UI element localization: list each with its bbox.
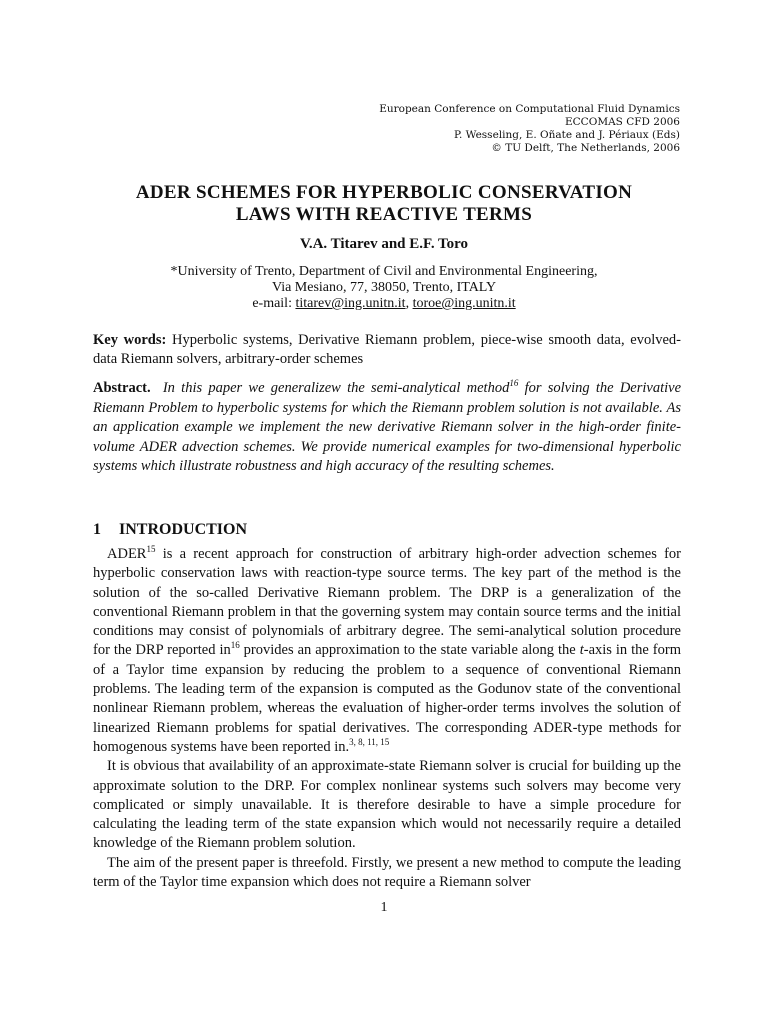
title-line-2: LAWS WITH REACTIVE TERMS [235, 204, 533, 225]
abstract-text-a: In this paper we generalizew the semi-analytical method [162, 380, 510, 396]
p1-text-d: -axis in the form of a Taylor time expansion by reducing the problem to a sequence of conventional Riemann problems. The leading term of the expansion is computed as the Godunov state of the conventional nonlinear Riemann problem, whereas the evaluation of higher-order terms involves the solution of linearized Riemann problems for spatial derivatives. The corresponding ADER-type methods for homogenous systems have been reported in. [93, 642, 681, 755]
paragraph-1 [93, 545, 681, 757]
abstract [93, 379, 681, 477]
conference-name: European Conference on Computational Fluid Dynamics [379, 103, 680, 115]
conference-short: ECCOMAS CFD 2006 [564, 116, 680, 128]
p1-citation-3[interactable]: 3, 8, 11, 15 [349, 737, 390, 748]
email-line [88, 296, 680, 312]
section-heading [93, 521, 247, 539]
paper-title [88, 182, 680, 226]
conference-header [300, 103, 680, 155]
p1-citation-2[interactable]: 16 [230, 640, 240, 651]
p1-t-variable: t [579, 642, 584, 659]
section-title: INTRODUCTION [119, 521, 248, 538]
email-link-titarev[interactable]: titarev@ing.unitn.it [295, 296, 406, 311]
abstract-label: Abstract. [93, 380, 151, 396]
p1-text-a: ADER [107, 546, 147, 562]
email-separator: , [405, 296, 413, 311]
abstract-text-b: for solving the Derivative Riemann Problem to hyperbolic systems for which the Riemann problem solution is not available. As an application example we implement the new derivative Riemann solver in the high-order finite-volume ADER advection schemes. We provide numerical examples for two-dimensional hyperbolic systems which illustrate robustness and high accuracy of the resulting schemes. [93, 380, 682, 474]
affiliation-line-1: *University of Trento, Department of Civil and Environmental Engineering, [170, 264, 598, 279]
paragraph-3: The aim of the present paper is threefold. Firstly, we present a new method to compute the leading term of the Taylor time expansion which does not require a Riemann solver [93, 854, 681, 891]
keywords-label: Key words: [93, 332, 167, 348]
section-number: 1 [93, 521, 101, 538]
keywords [93, 331, 681, 369]
affiliation [88, 264, 680, 312]
copyright: © TU Delft, The Netherlands, 2006 [491, 142, 680, 154]
affiliation-line-2: Via Mesiano, 77, 38050, Trento, ITALY [271, 280, 497, 295]
abstract-citation[interactable]: 16 [509, 378, 519, 389]
p1-text-b: is a recent approach for construction of arbitrary high-order advection schemes for hyperbolic conservation laws with reaction-type source terms. The key part of the method is the solution of the so-called Derivative Riemann problem. The DRP is a generalization of the conventional Riemann problem in that the governing system may contain source terms and the initial conditions may consist of polynomials of arbitrary degree. The semi-analytical solution procedure for the DRP reported in [93, 546, 681, 659]
title-line-1: ADER SCHEMES FOR HYPERBOLIC CONSERVATION [135, 182, 633, 203]
editors: P. Wesseling, E. Oñate and J. Périaux (Eds) [454, 129, 680, 141]
email-link-toro[interactable]: toroe@ing.unitn.it [412, 296, 516, 311]
body-text [93, 545, 681, 892]
email-prefix: e-mail: [252, 296, 296, 311]
keywords-text: Hyperbolic systems, Derivative Riemann problem, piece-wise smooth data, evolved-data Riemann solvers, arbitrary-order schemes [93, 332, 681, 367]
p1-citation-1[interactable]: 15 [146, 544, 156, 555]
authors: V.A. Titarev and E.F. Toro [299, 236, 469, 252]
page-number: 1 [380, 900, 388, 915]
paragraph-2: It is obvious that availability of an approximate-state Riemann solver is crucial for building up the approximate solution to the DRP. For complex nonlinear systems such solvers may become very complicated or simply unavailable. It is therefore desirable to have a simple procedure for calculating the leading term of the state expansion which would not necessarily require a detailed knowledge of the Riemann problem solution. [93, 758, 681, 852]
p1-text-c: provides an approximation to the state variable along the [239, 642, 580, 659]
